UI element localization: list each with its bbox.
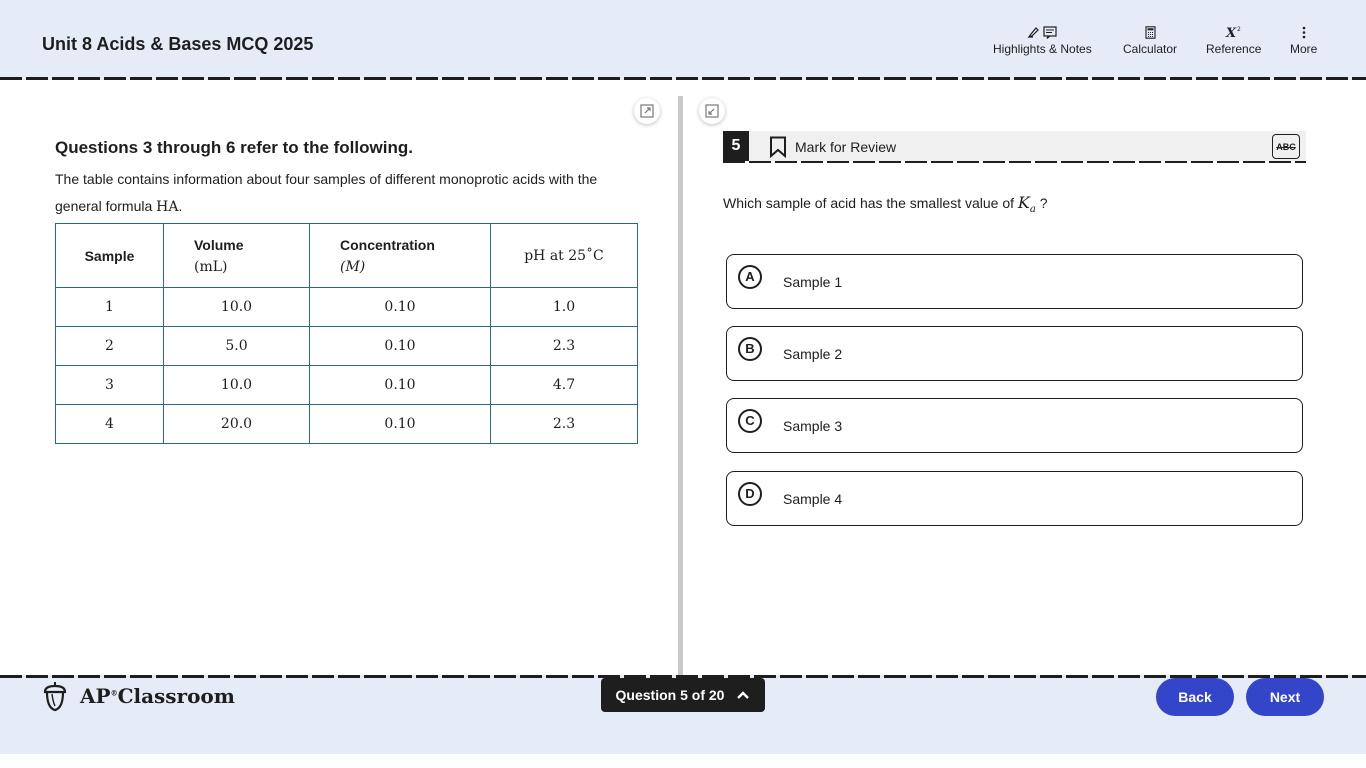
table-cell: 3: [56, 366, 164, 405]
collapse-icon: [705, 104, 719, 118]
chevron-up-icon: [736, 690, 750, 700]
exam-title: Unit 8 Acids & Bases MCQ 2025: [42, 34, 314, 54]
question-number: 5: [723, 131, 749, 161]
more-label: More: [1290, 42, 1318, 56]
table-cell: 2: [56, 327, 164, 366]
ka-subscript: a: [1029, 203, 1036, 215]
expand-left-pane-button[interactable]: [634, 98, 660, 124]
question-suffix: ?: [1035, 195, 1048, 211]
stimulus-title: Questions 3 through 6 refer to the following.: [55, 138, 413, 157]
table-header-sample: [56, 224, 164, 288]
back-button[interactable]: Back: [1156, 678, 1234, 716]
table-cell: 0.10: [310, 288, 491, 327]
acorn-logo-icon: [42, 680, 68, 712]
header-unit: (mL): [194, 258, 228, 275]
choice-letter: D: [738, 482, 762, 506]
table-cell: 0.10: [310, 327, 491, 366]
svg-text:X: X: [1225, 26, 1236, 39]
table-row: [56, 327, 638, 366]
question-navigator-button[interactable]: [601, 678, 765, 712]
question-header-bar: [723, 131, 1306, 161]
bookmark-icon: [769, 136, 787, 158]
highlighter-icon: [1027, 26, 1040, 39]
choice-text: Sample 1: [783, 274, 843, 290]
brand-ap: AP: [80, 684, 111, 708]
brand-name: [80, 684, 235, 708]
header-label: Concentration: [340, 236, 435, 253]
question-bar-divider: [723, 161, 1306, 163]
header-label: Sample: [84, 247, 135, 264]
more-button[interactable]: [1290, 24, 1317, 56]
table-row: [56, 366, 638, 405]
header-unit: (M): [340, 258, 366, 275]
table-cell: 10.0: [164, 366, 310, 405]
table-header-concentration: [310, 224, 491, 288]
ka-symbol: K: [1017, 193, 1030, 212]
stimulus-formula: HA: [156, 199, 179, 215]
svg-text:2: 2: [1236, 26, 1241, 33]
table-cell: 4.7: [491, 366, 638, 405]
table-cell: 2.3: [491, 405, 638, 444]
table-header-volume: [164, 224, 310, 288]
reference-button[interactable]: [1206, 24, 1261, 56]
calculator-button[interactable]: [1123, 24, 1177, 56]
choice-letter: B: [738, 337, 762, 361]
highlights-notes-label: Highlights & Notes: [993, 42, 1092, 56]
next-button[interactable]: Next: [1246, 678, 1324, 716]
mark-for-review-button[interactable]: [769, 136, 896, 158]
answer-choice-b[interactable]: [726, 326, 1303, 381]
table-cell: 4: [56, 405, 164, 444]
answer-eliminator-button[interactable]: ABC: [1272, 134, 1300, 159]
bottom-bar: [0, 675, 1366, 754]
table-header-ph: [491, 224, 638, 288]
expand-right-pane-button[interactable]: [699, 98, 725, 124]
table-row: [56, 405, 638, 444]
table-cell: 10.0: [164, 288, 310, 327]
choice-text: Sample 4: [783, 491, 843, 507]
stimulus-text: The table contains information about four samples of different monoprotic acids with the general formula HA.: [55, 171, 598, 215]
header-label: Volume: [194, 236, 244, 253]
answer-choice-a[interactable]: [726, 254, 1303, 309]
table-cell: 2.3: [491, 327, 638, 366]
table-cell: 0.10: [310, 366, 491, 405]
answer-choice-d[interactable]: [726, 471, 1303, 526]
table-cell: 0.10: [310, 405, 491, 444]
note-icon: [1043, 26, 1057, 39]
brand-suffix: Classroom: [117, 684, 235, 708]
pane-resize-handle[interactable]: [678, 96, 683, 675]
answer-choice-c[interactable]: [726, 398, 1303, 453]
more-vertical-icon: [1302, 26, 1306, 39]
question-text: Which sample of acid has the smallest value of: [723, 195, 1015, 211]
brand-registered-mark: ®: [110, 688, 118, 698]
reference-label: Reference: [1206, 42, 1262, 56]
table-cell: 1.0: [491, 288, 638, 327]
question-prompt: [723, 193, 1048, 215]
reference-icon: [1225, 25, 1243, 39]
table-row: [56, 288, 638, 327]
choice-letter: A: [738, 265, 762, 289]
expand-icon: [640, 104, 654, 118]
brand-logo: [42, 680, 235, 712]
table-cell: 1: [56, 288, 164, 327]
choice-text: Sample 2: [783, 346, 843, 362]
top-bar: [0, 0, 1366, 80]
calculator-label: Calculator: [1123, 42, 1178, 56]
table-cell: 5.0: [164, 327, 310, 366]
acid-samples-table: [55, 223, 638, 444]
highlights-notes-button[interactable]: [993, 24, 1092, 56]
table-cell: 20.0: [164, 405, 310, 444]
choice-text: Sample 3: [783, 418, 843, 434]
question-navigator-label: Question 5 of 20: [615, 687, 725, 703]
mark-for-review-label: Mark for Review: [795, 139, 897, 155]
header-label: pH at 25˚C: [524, 247, 604, 264]
table-header-row: [56, 224, 638, 288]
choice-letter: C: [738, 409, 762, 433]
stimulus-description: The table contains information about four samples of different monoprotic acids with the general formula: [55, 171, 598, 214]
calculator-icon: [1145, 26, 1156, 39]
